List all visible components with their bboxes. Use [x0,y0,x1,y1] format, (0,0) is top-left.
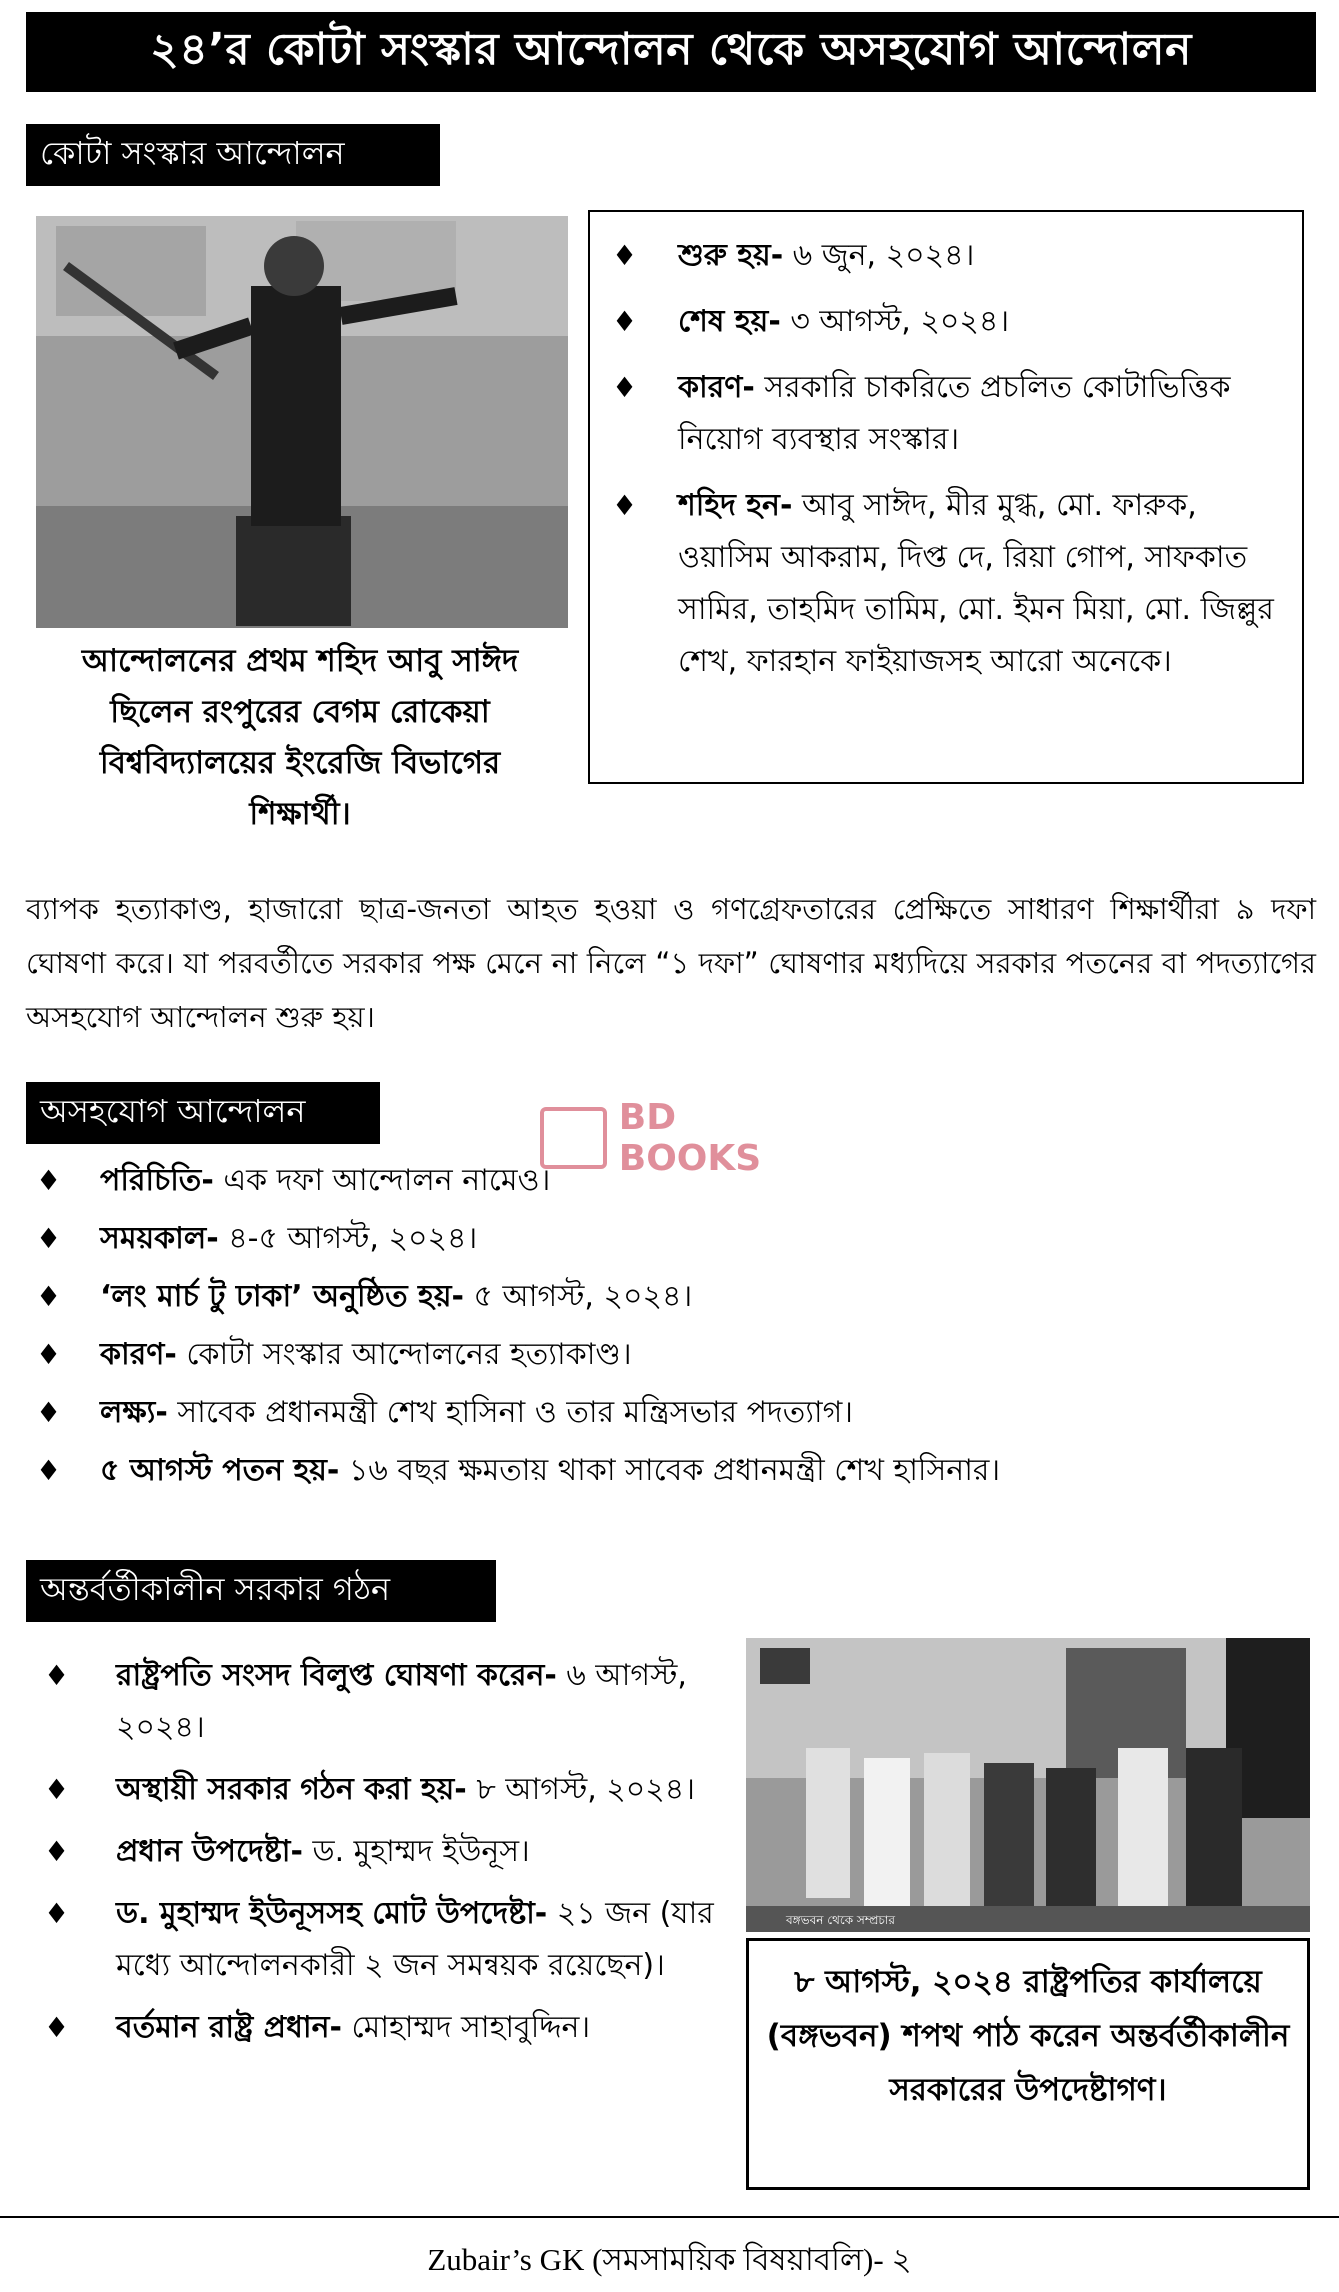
fact-item [36,1155,1326,1207]
fact-label: ‘লং মার্চ টু ঢাকা’ অনুষ্ঠিত হয়- [100,1279,464,1314]
fact-text: ২১ জন (যার মধ্যে আন্দোলনকারী ২ জন সমন্বয়ক রয়েছেন)। [116,1896,714,1983]
diamond-bullet-icon: ♦ [44,2011,70,2044]
fact-item [36,1213,1326,1265]
fact-text: আবু সাঈদ, মীর মুগ্ধ, মো. ফারুক, ওয়াসিম আকরাম, দিপ্ত দে, রিয়া গোপ, সাফকাত সামির, তাহমিদ তামিম, মো. ইমন মিয়া, মো. জিল্লুর শেখ, ফারহান ফাইয়াজসহ আরো অনেকে। [678,488,1274,679]
page-footer: Zubair’s GK (সমসাময়িক বিষয়াবলি)- ২ [427,2242,912,2277]
section-heading-quota: কোটা সংস্কার আন্দোলন [26,124,440,186]
fact-item [44,1888,734,1992]
fact-label: রাষ্ট্রপতি সংসদ বিলুপ্ত ঘোষণা করেন- [116,1658,557,1693]
fact-item [612,362,1280,466]
fact-item [44,1650,734,1754]
diamond-bullet-icon: ♦ [612,371,638,404]
oath-photo-overlay-text: বঙ্গভবন থেকে সম্প্রচার [786,1913,895,1927]
diamond-bullet-icon: ♦ [44,1773,70,1806]
diamond-bullet-icon: ♦ [36,1396,62,1429]
footer-rule [0,2216,1339,2218]
fact-label: পরিচিতি- [100,1163,214,1198]
fact-item [36,1445,1326,1497]
fact-label: বর্তমান রাষ্ট্র প্রধান- [116,2010,342,2045]
fact-text: ৩ আগস্ট, ২০২৪। [790,304,1010,339]
fact-text: মোহাম্মদ সাহাবুদ্দিন। [351,2010,591,2045]
diamond-bullet-icon: ♦ [612,489,638,522]
oath-photo [746,1638,1310,1932]
fact-text: ৫ আগস্ট, ২০২৪। [473,1279,693,1314]
fact-label: অস্থায়ী সরকার গঠন করা হয়- [116,1772,467,1807]
diamond-bullet-icon: ♦ [612,305,638,338]
movement-paragraph: ব্যাপক হত্যাকাণ্ড, হাজারো ছাত্র-জনতা আহত হওয়া ও গণগ্রেফতারের প্রেক্ষিতে সাধারণ শিক্ষার্থীরা ৯ দফা ঘোষণা করে। যা পরবর্তীতে সরকার পক্ষ মেনে না নিলে “১ দফা” ঘোষণার মধ্যদিয়ে সরকার পতনের বা পদত্যাগের অসহযোগ আন্দোলন শুরু হয়। [26,892,1316,1034]
fact-label: কারণ- [678,370,755,405]
diamond-bullet-icon: ♦ [36,1280,62,1313]
protest-photo-caption: আন্দোলনের প্রথম শহিদ আবু সাঈদ ছিলেন রংপুরের বেগম রোকেয়া বিশ্ববিদ্যালয়ের ইংরেজি বিভাগের শিক্ষার্থী। [81,643,519,832]
fact-item [44,2002,734,2054]
fact-text: ৪-৫ আগস্ট, ২০২৪। [228,1221,478,1256]
fact-text: ড. মুহাম্মদ ইউনূস। [312,1834,530,1869]
fact-text: সরকারি চাকরিতে প্রচলিত কোটাভিত্তিক নিয়োগ ব্যবস্থার সংস্কার। [678,370,1231,457]
fact-label: লক্ষ্য- [100,1395,168,1430]
fact-item [44,1764,734,1816]
fact-item [36,1329,1326,1381]
fact-text: ১৬ বছর ক্ষমতায় থাকা সাবেক প্রধানমন্ত্রী শেখ হাসিনার। [348,1453,1001,1488]
fact-text: সাবেক প্রধানমন্ত্রী শেখ হাসিনা ও তার মন্ত্রিসভার পদত্যাগ। [177,1395,854,1430]
diamond-bullet-icon: ♦ [36,1222,62,1255]
fact-label: কারণ- [100,1337,177,1372]
fact-label: ৫ আগস্ট পতন হয়- [100,1453,340,1488]
noncoop-facts-list [36,1155,1326,1503]
fact-text: কোটা সংস্কার আন্দোলনের হত্যাকাণ্ড। [186,1337,632,1372]
quota-facts-box [588,210,1304,784]
protest-photo [36,216,568,628]
fact-item [612,480,1280,688]
diamond-bullet-icon: ♦ [36,1454,62,1487]
watermark-text: BD BOOKS [618,1097,762,1179]
diamond-bullet-icon: ♦ [36,1164,62,1197]
fact-label: প্রধান উপদেষ্টা- [116,1834,303,1869]
fact-text: ৮ আগস্ট, ২০২৪। [476,1772,695,1807]
fact-item [36,1387,1326,1439]
fact-label: শুরু হয়- [678,238,784,273]
quota-facts-list [612,230,1280,688]
section-heading-noncoop: অসহযোগ আন্দোলন [26,1082,380,1144]
diamond-bullet-icon: ♦ [612,239,638,272]
fact-item [612,296,1280,348]
fact-item [36,1271,1326,1323]
fact-label: শহিদ হন- [678,488,793,523]
fact-item [612,230,1280,282]
section-heading-interim: অন্তর্বর্তীকালীন সরকার গঠন [26,1560,496,1622]
diamond-bullet-icon: ♦ [44,1835,70,1868]
page-title: ২৪’র কোটা সংস্কার আন্দোলন থেকে অসহযোগ আন্দোলন [26,12,1316,92]
diamond-bullet-icon: ♦ [44,1897,70,1930]
fact-item [44,1826,734,1878]
fact-text: ৬ জুন, ২০২৪। [792,238,975,273]
interim-facts-list [44,1650,734,2064]
fact-label: শেষ হয়- [678,304,781,339]
diamond-bullet-icon: ♦ [36,1338,62,1371]
fact-text: এক দফা আন্দোলন নামেও। [223,1163,551,1198]
diamond-bullet-icon: ♦ [44,1659,70,1692]
fact-label: সময়কাল- [100,1221,219,1256]
fact-text: ৬ আগস্ট, ২০২৪। [116,1658,687,1745]
oath-photo-caption: ৮ আগস্ট, ২০২৪ রাষ্ট্রপতির কার্যালয়ে (বঙ্গভবন) শপথ পাঠ করেন অন্তর্বর্তীকালীন সরকারের উপদেষ্টাগণ। [746,1938,1310,2190]
fact-label: ড. মুহাম্মদ ইউনূসসহ মোট উপদেষ্টা- [116,1896,548,1931]
